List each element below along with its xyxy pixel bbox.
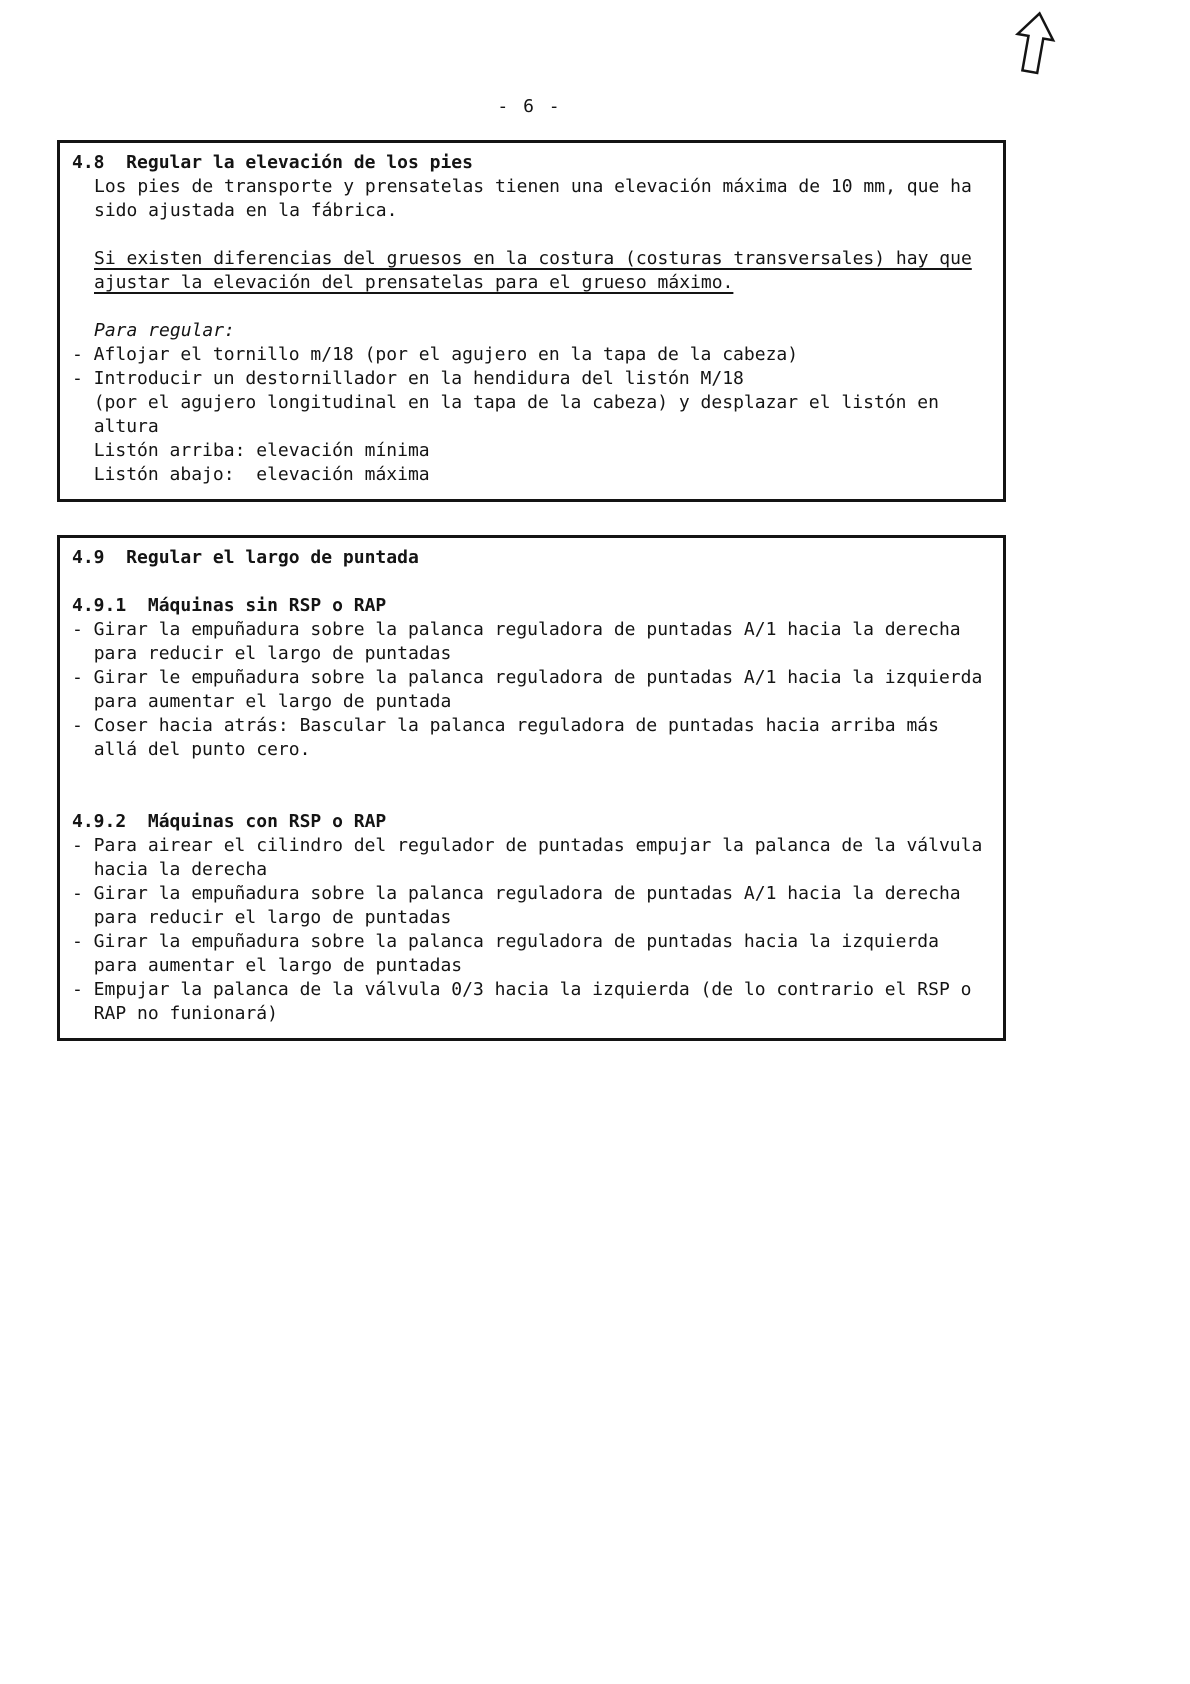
section-4-8-step-line: - Aflojar el tornillo m/18 (por el agujero en la tapa de la cabeza) bbox=[72, 344, 799, 365]
section-4-9-1-line: - Girar le empuñadura sobre la palanca reguladora de puntadas A/1 hacia la izquierda bbox=[72, 667, 983, 688]
section-4-9-1-line: - Girar la empuñadura sobre la palanca reguladora de puntadas A/1 hacia la derecha bbox=[72, 619, 961, 640]
up-arrow-icon bbox=[1006, 10, 1062, 80]
section-4-9-2-line: - Para airear el cilindro del regulador de puntadas empujar la palanca de la válvula bbox=[72, 835, 983, 856]
section-4-8-box bbox=[57, 140, 1006, 502]
section-4-8-heading: 4.8 Regular la elevación de los pies bbox=[72, 152, 473, 173]
section-4-8-paragraph-line: sido ajustada en la fábrica. bbox=[94, 200, 398, 221]
section-4-9-1-line: para aumentar el largo de puntada bbox=[72, 691, 452, 712]
section-4-9-2-heading: 4.9.2 Máquinas con RSP o RAP bbox=[72, 811, 387, 832]
section-4-8-step-line: Listón abajo: elevación máxima bbox=[72, 464, 430, 485]
section-4-9-1-line: para reducir el largo de puntadas bbox=[72, 643, 452, 664]
section-4-8-warning-line: ajustar la elevación del prensatelas para el grueso máximo. bbox=[94, 272, 734, 293]
section-4-9-2-line: hacia la derecha bbox=[72, 859, 268, 880]
blank-line bbox=[72, 786, 991, 810]
page-number: - 6 - bbox=[497, 96, 562, 117]
section-4-9-1-line: - Coser hacia atrás: Bascular la palanca reguladora de puntadas hacia arriba más bbox=[72, 715, 939, 736]
section-4-9-box bbox=[57, 535, 1006, 1041]
section-4-9-heading: 4.9 Regular el largo de puntada bbox=[72, 547, 419, 568]
section-4-8-paragraph-line: Los pies de transporte y prensatelas tienen una elevación máxima de 10 mm, que ha bbox=[94, 176, 972, 197]
blank-line bbox=[72, 570, 991, 594]
section-4-9-2-line: RAP no funionará) bbox=[72, 1003, 278, 1024]
section-4-9-2-line: para reducir el largo de puntadas bbox=[72, 907, 452, 928]
section-4-9-2-line: - Girar la empuñadura sobre la palanca reguladora de puntadas hacia la izquierda bbox=[72, 931, 939, 952]
blank-line bbox=[72, 295, 991, 319]
section-4-9-2-line: para aumentar el largo de puntadas bbox=[72, 955, 463, 976]
blank-line bbox=[72, 223, 991, 247]
section-4-9-2-line: - Girar la empuñadura sobre la palanca reguladora de puntadas A/1 hacia la derecha bbox=[72, 883, 961, 904]
section-4-8-para-regular-label: Para regular: bbox=[94, 320, 235, 341]
section-4-9-1-heading: 4.9.1 Máquinas sin RSP o RAP bbox=[72, 595, 387, 616]
section-4-8-step-line: - Introducir un destornillador en la hendidura del listón M/18 bbox=[72, 368, 744, 389]
section-4-8-warning-line: Si existen diferencias del gruesos en la costura (costuras transversales) hay que bbox=[94, 248, 972, 269]
section-4-9-2-line: - Empujar la palanca de la válvula 0/3 hacia la izquierda (de lo contrario el RSP o bbox=[72, 979, 972, 1000]
section-4-8-step-line: altura bbox=[72, 416, 159, 437]
section-4-9-1-line: allá del punto cero. bbox=[72, 739, 311, 760]
blank-line bbox=[72, 762, 991, 786]
section-4-8-step-line: (por el agujero longitudinal en la tapa de la cabeza) y desplazar el listón en bbox=[72, 392, 939, 413]
section-4-8-step-line: Listón arriba: elevación mínima bbox=[72, 440, 430, 461]
